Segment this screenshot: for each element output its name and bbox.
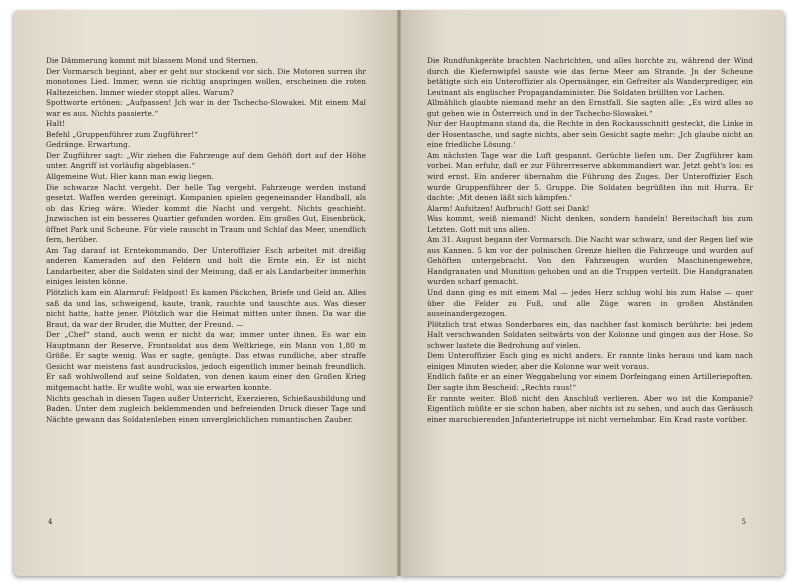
- paragraph: Der Zugführer sagt: „Wir ziehen die Fahrzeuge auf dem Gehöft dort auf der Höhe unter. Angriff ist vorläufig abgeblasen.“: [46, 150, 366, 171]
- paragraph: Dem Unteroffizier Esch ging es nicht anders. Er rannte links heraus und kam nach einigen Minuten wieder, aber die Kolonne war weit voraus.: [427, 351, 753, 371]
- paragraph: Endlich faßte er an einer Weggabelung vor einem Dorfeingang einen Artilleriepoften. Der sagte ihm Bescheid: „Rechts raus!“: [427, 372, 753, 392]
- right-page: [399, 10, 784, 576]
- paragraph: Die Rundfunkgeräte brachten Nachrichten, und alles horchte zu, während der Wind durch die Kiefernwipfel sauste wie das ferne Meer am Strande. Jn der Scheune betätigte sich ein Unteroffizier als Opernsänger, ein Gefreiter als Wanderprediger, ein Leutnant als englischer Propagandaminister. Die Soldaten brüllten vor Lachen.: [427, 56, 753, 97]
- paragraph: Befehl „Gruppenführer zum Zugführer!“: [46, 129, 199, 139]
- paragraph: Der Vormarsch beginnt, aber er geht nur stockend vor sich. Die Motoren surren ihr monotones Lied. Immer, wenn sie richtig anspringen wollen, erscheinen die roten Haltezeichen. Immer wieder stoppt alles. Warum?: [46, 66, 366, 97]
- page-number: 4: [48, 518, 53, 526]
- right-page-text: [427, 56, 753, 425]
- open-book: [14, 10, 784, 576]
- paragraph: Der „Chef“ stand, auch wenn er nicht da war, immer unter ihnen. Es war ein Hauptmann der Reserve, Frontsoldat aus dem Weltkriege, ein Mann von 1,80 m Größe. Er sagte wenig. Was er sagte, genügte. Das etwas rundliche, aber straffe Gesicht war meistens fast ausdruckslos, jedoch eigentlich immer beinah freundlich. Er saß wohlwollend auf seine Soldaten, von denen kaum einer den Großen Krieg mitgemacht hatte. Er wußte wohl, was sie erwarten konnte.: [46, 330, 366, 392]
- paragraph: Alarm! Aufsitzen! Aufbruch! Gott sei Dank!: [427, 203, 590, 213]
- paragraph: Plötzlich kam ein Alarmruf: Feldpost! Es kamen Päckchen, Briefe und Geld an. Alles saß da und las, schweigend, kaute, trank, rauchte und tauschte aus. Was dieser nicht hatte, hatte jener. Plötzlich war die Heimat mitten unter ihnen. Da war die Braut, da war der Bruder, die Mutter, der Freund. —: [46, 288, 366, 329]
- paragraph: Allgemeine Wut. Hier kann man ewig liegen.: [46, 172, 214, 182]
- paragraph: Nichts geschah in diesen Tagen außer Unterricht, Exerzieren, Schießausbildung und Baden. Unter dem zugleich beklemmenden und befreienden Druck dieser Tage und Nächte gewann das Soldatenleben einen unvergleichlichen romantischen Zauber.: [46, 393, 366, 424]
- paragraph: Am 31. August begann der Vormarsch. Die Nacht war schwarz, und der Regen lief wie aus Kannen. 5 km vor der polnischen Grenze hielten die Fahrzeuge und wurden auf Gehöften untergebracht. Von den Fahrzeugen wurden Maschinengewehre, Handgranaten und Munition gehoben und an die Truppen verteilt. Die Handgranaten wurden scharf gemacht.: [427, 235, 753, 287]
- paragraph: Er rannte weiter. Bloß nicht den Anschluß verlieren. Aber wo ist die Kompanie? Eigentlich müßte er sie schon haben, aber nichts ist zu sehen, und auch das Geräusch einer marschierenden Jnfanterietruppe ist nicht vernehmbar. Ein Krad raste vorüber.: [427, 393, 753, 424]
- paragraph: Plötzlich trat etwas Sonderbares ein, das nachher fast komisch berührte: bei jedem Halt verschwanden Soldaten seitwärts von der Kolonne und gingen aus der Hose. So schwer lastete die Bedrohung auf vielen.: [427, 319, 753, 350]
- paragraph: Allmählich glaubte niemand mehr an den Ernstfall. Sie sagten alle: „Es wird alles so gut gehen wie in Österreich und in der Tschecho-Slowakei.“: [427, 98, 753, 118]
- book-spine: [397, 10, 401, 576]
- paragraph: Am Tag darauf ist Erntekommando. Der Unteroffizier Esch arbeitet mit dreißig anderen Kameraden auf den Feldern und holt die Ernte ein. Er ist nicht Landarbeiter, aber die Soldaten sind der Meinung, daß er als Landarbeiter immerhin einiges leisten könne.: [46, 245, 366, 287]
- left-page-text: [46, 56, 366, 425]
- paragraph: Die schwarze Nacht vergeht. Der helle Tag vergeht. Fahrzeuge werden instand gesetzt. Waffen werden gereinigt. Kompanien spielen gegeneinander Handball, als ob das Krieg wäre. Wieder kommt die Nacht und vergeht. Nichts geschieht. Jnzwischen ist ein besseres Quartier gefunden worden. Ein großes Gut, Eisenbrück, öffnet Park und Scheune. Für viele rauscht in Traum und Schlaf das Meer, unendlich fern, herüber.: [46, 182, 366, 245]
- paragraph: Und dann ging es mit einem Mal — jedes Herz schlug wohl bis zum Halse — quer über die Felder zu Fuß, und alle Züge waren in großen Abständen auseinandergezogen.: [427, 288, 753, 319]
- paragraph: Spottworte ertönen: „Aufpassen! Jch war in der Tschecho-Slowakei. Mit einem Mal war es aus. Nichts passierte.“: [46, 98, 366, 118]
- page-number: 5: [741, 518, 746, 526]
- paragraph: Nur der Hauptmann stand da, die Rechte in den Rockausschnitt gesteckt, die Linke in der Hosentasche, und sagte nichts, aber sein Gesicht sagte mehr: ‚Jch glaube nicht an eine friedliche Lösung.‘: [427, 119, 753, 150]
- paragraph: Die Dämmerung kommt mit blassem Mond und Sternen.: [46, 56, 259, 65]
- paragraph: Halt!: [46, 119, 66, 129]
- paragraph: Am nächsten Tage war die Luft gespannt. Gerüchte liefen um. Der Zugführer kam vorbei. Man erfuhr, daß er zur Führerreserve abkommandiert war. Jetzt geht's los: es wird ernst. Ein anderer übernahm die Führung des Zuges. Der Unteroffizier Esch wurde Gruppenführer der 5. Gruppe. Die Soldaten begrüßten ihn mit Hurra. Er dachte: ‚Mit denen läßt sich kämpfen.‘: [427, 150, 753, 203]
- left-page: [14, 10, 399, 576]
- paragraph: Gedränge. Erwartung.: [46, 140, 131, 150]
- paragraph: Was kommt, weiß niemand! Nicht denken, sondern handeln! Bereitschaft bis zum Letzten. Gott mit uns allen.: [427, 214, 753, 234]
